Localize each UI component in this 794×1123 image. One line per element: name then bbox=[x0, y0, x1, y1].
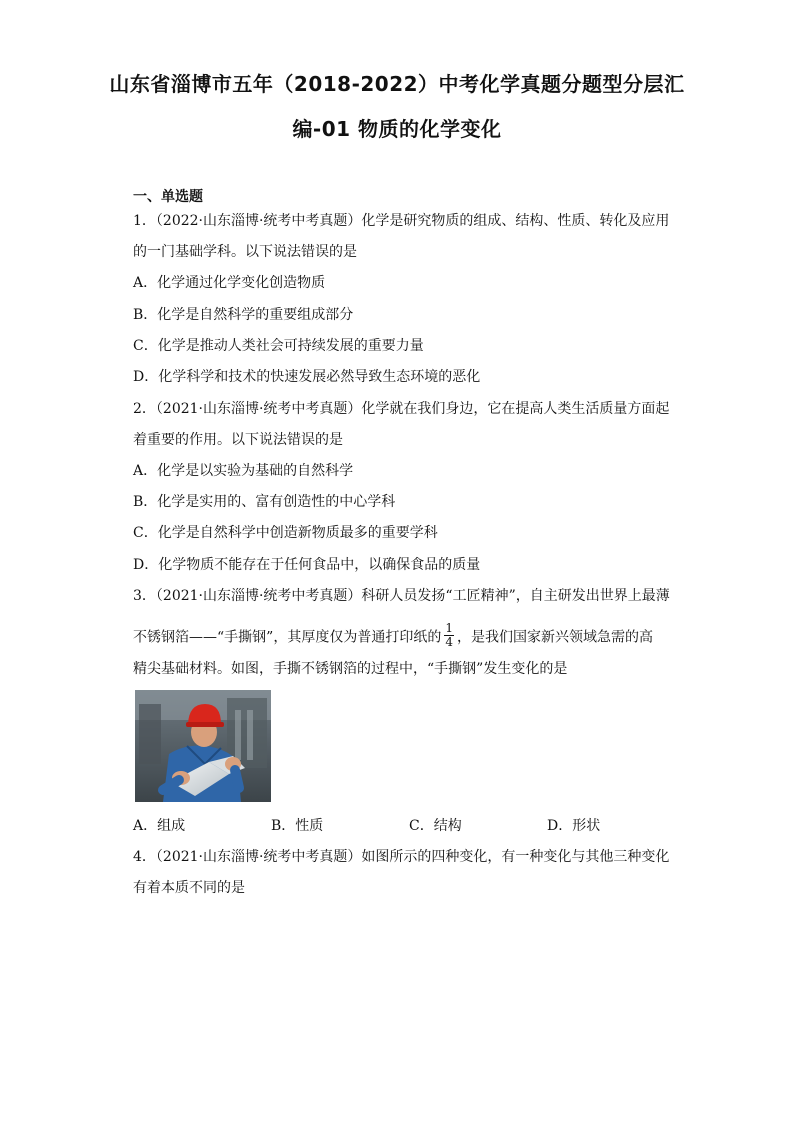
q1-stem-line2: 的一门基础学科。以下说法错误的是 bbox=[133, 244, 357, 260]
fraction-one-quarter bbox=[444, 622, 454, 649]
q3-stem-line3: 精尖基础材料。如图，手撕不锈钢箔的过程中，“手撕钢”发生变化的是 bbox=[133, 661, 568, 677]
q1-option-b: B．化学是自然科学的重要组成部分 bbox=[133, 307, 354, 323]
q2-option-d: D．化学物质不能存在于任何食品中，以确保食品的质量 bbox=[133, 557, 481, 573]
q2-option-b: B．化学是实用的、富有创造性的中心学科 bbox=[133, 494, 396, 510]
document-title-line2: 编-01 物质的化学变化 bbox=[292, 117, 502, 141]
q3-option-b: B．性质 bbox=[271, 818, 324, 834]
q1-option-d: D．化学科学和技术的快速发展必然导致生态环境的恶化 bbox=[133, 369, 481, 385]
q3-option-d: D．形状 bbox=[547, 818, 601, 834]
q3-option-c: C．结构 bbox=[409, 818, 462, 834]
q3-stem-line2-post: ，是我们国家新兴领域急需的高 bbox=[456, 629, 653, 646]
q1-option-c: C．化学是推动人类社会可持续发展的重要力量 bbox=[133, 338, 424, 354]
q1-option-a: A．化学通过化学变化创造物质 bbox=[133, 275, 326, 291]
q2-option-a: A．化学是以实验为基础的自然科学 bbox=[133, 463, 354, 479]
fraction-numerator: 1 bbox=[445, 621, 453, 635]
q2-stem-line2: 着重要的作用。以下说法错误的是 bbox=[133, 432, 343, 448]
document-title-line1: 山东省淄博市五年（2018-2022）中考化学真题分题型分层汇 bbox=[109, 72, 685, 96]
q2-stem-line1: 2．（2021·山东淄博·统考中考真题）化学就在我们身边，它在提高人类生活质量方面起 bbox=[133, 401, 670, 417]
q2-option-c: C．化学是自然科学中创造新物质最多的重要学科 bbox=[133, 525, 438, 541]
q3-stem-line2 bbox=[133, 621, 653, 651]
fraction-denominator: 4 bbox=[445, 635, 453, 649]
q3-option-a: A．组成 bbox=[133, 818, 186, 834]
q4-stem-line2: 有着本质不同的是 bbox=[133, 880, 245, 896]
section-heading: 一、单选题 bbox=[133, 189, 203, 205]
worker-tearing-steel-foil-photo bbox=[135, 690, 271, 802]
q1-stem-line1: 1．（2022·山东淄博·统考中考真题）化学是研究物质的组成、结构、性质、转化及应用 bbox=[133, 213, 670, 229]
q3-stem-line1: 3．（2021·山东淄博·统考中考真题）科研人员发扬“工匠精神”，自主研发出世界上最薄 bbox=[133, 588, 670, 604]
q3-stem-line2-pre: 不锈钢箔——“手撕钢”，其厚度仅为普通打印纸的 bbox=[133, 629, 442, 646]
q4-stem-line1: 4．（2021·山东淄博·统考中考真题）如图所示的四种变化，有一种变化与其他三种变化 bbox=[133, 849, 670, 865]
